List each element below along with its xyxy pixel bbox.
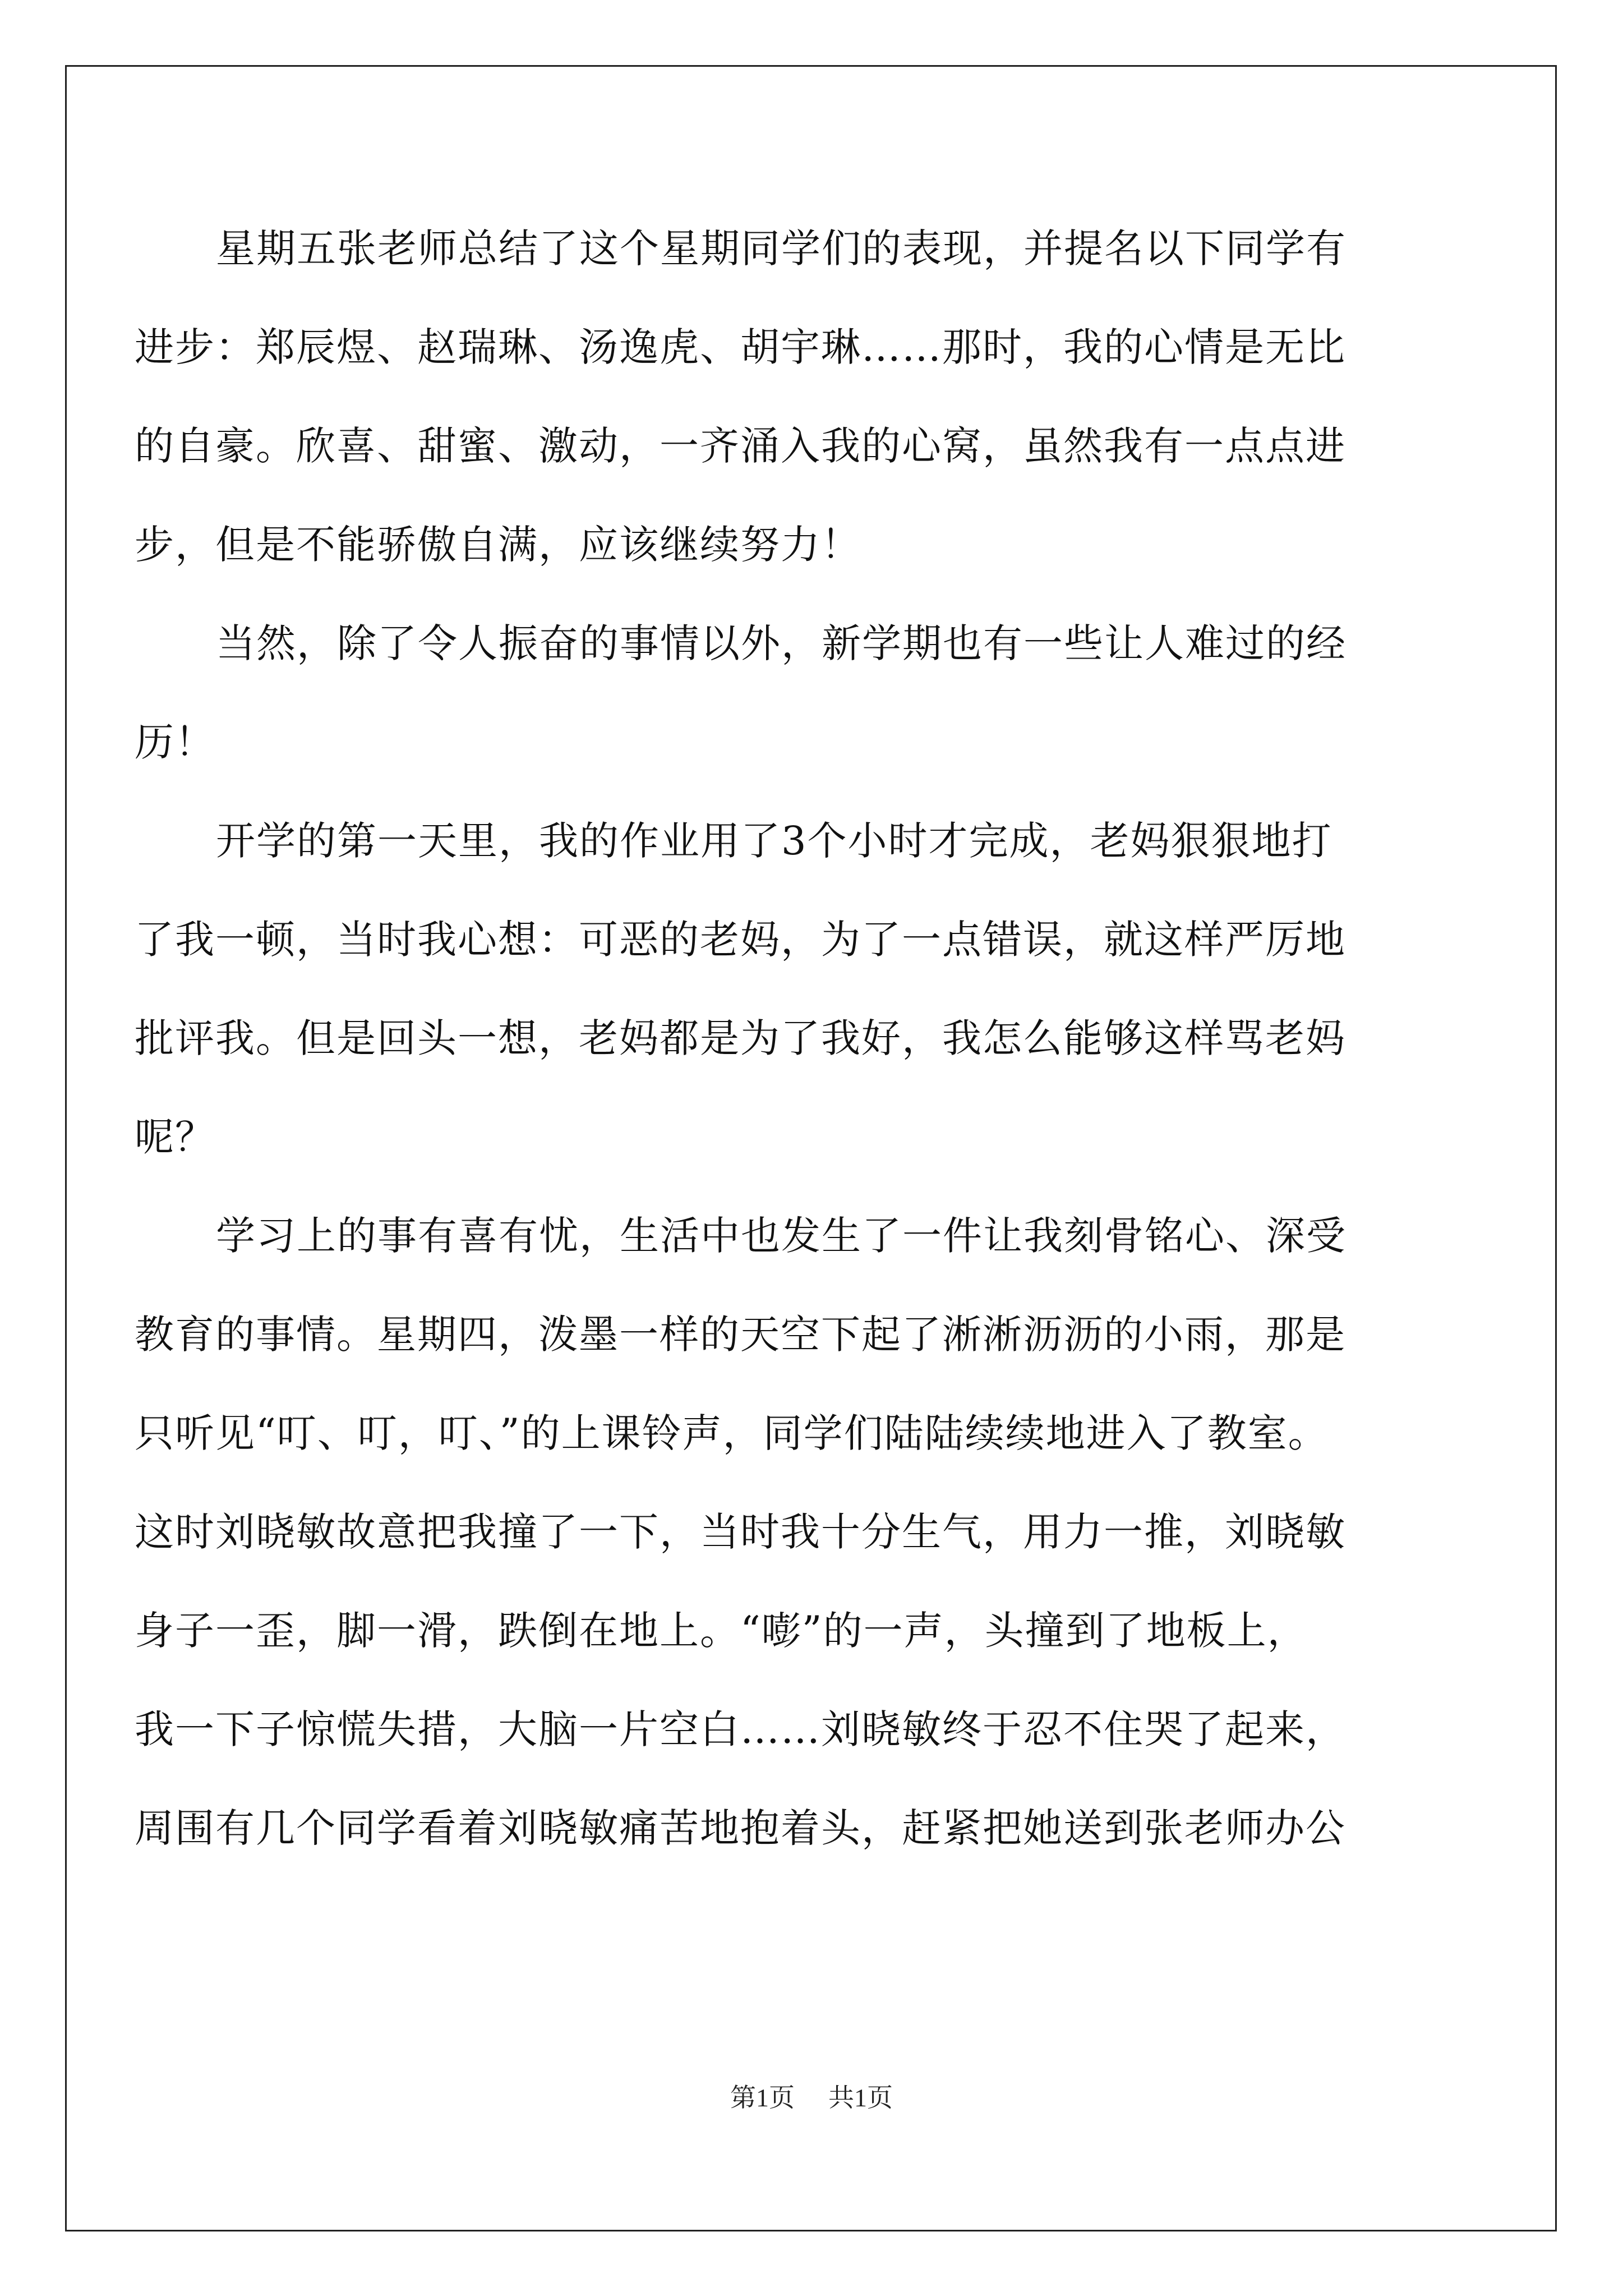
paragraph-line: 呢？ [135, 1114, 215, 1160]
paragraph-line: 批评我。但是回头一想，老妈都是为了我好，我怎么能够这样骂老妈 [135, 1015, 1346, 1061]
page-footer [0, 2081, 1623, 2115]
document-body [135, 199, 1481, 1878]
paragraph-line: 我一下子惊慌失措，大脑一片空白……刘晓敏终于忍不住哭了起来， [135, 1706, 1346, 1752]
paragraph-line: 的自豪。欣喜、甜蜜、激动，一齐涌入我的心窝，虽然我有一点点进 [135, 423, 1346, 469]
paragraph-line: 这时刘晓敏故意把我撞了一下，当时我十分生气，用力一推，刘晓敏 [135, 1509, 1346, 1555]
paragraph-line: 学习上的事有喜有忧，生活中也发生了一件让我刻骨铭心、深受 [216, 1213, 1347, 1259]
page-number-current: 第1页 [730, 2083, 795, 2112]
paragraph-line: 历！ [135, 719, 215, 765]
paragraph-line: 教育的事情。星期四，泼墨一样的天空下起了淅淅沥沥的小雨，那是 [135, 1312, 1346, 1358]
paragraph-line: 开学的第一天里，我的作业用了3个小时才完成，老妈狠狠地打 [216, 818, 1332, 864]
paragraph-line: 了我一顿，当时我心想：可恶的老妈，为了一点错误，就这样严厉地 [135, 917, 1346, 963]
paragraph-line: 进步：郑辰煜、赵瑞琳、汤逸虎、胡宇琳……那时，我的心情是无比 [135, 324, 1346, 370]
page-number-total: 共1页 [828, 2083, 893, 2112]
paragraph-line: 只听见“叮、叮，叮、”的上课铃声，同学们陆陆续续地进入了教室。 [135, 1410, 1329, 1456]
paragraph-line: 身子一歪，脚一滑，跌倒在地上。“嘭”的一声，头撞到了地板上， [135, 1608, 1308, 1654]
paragraph-line: 星期五张老师总结了这个星期同学们的表现，并提名以下同学有 [216, 226, 1347, 272]
paragraph-line: 周围有几个同学看着刘晓敏痛苦地抱着头，赶紧把她送到张老师办公 [135, 1805, 1346, 1851]
paragraph-line: 当然，除了令人振奋的事情以外，新学期也有一些让人难过的经 [216, 620, 1347, 666]
paragraph-line: 步，但是不能骄傲自满，应该继续努力！ [135, 522, 861, 568]
